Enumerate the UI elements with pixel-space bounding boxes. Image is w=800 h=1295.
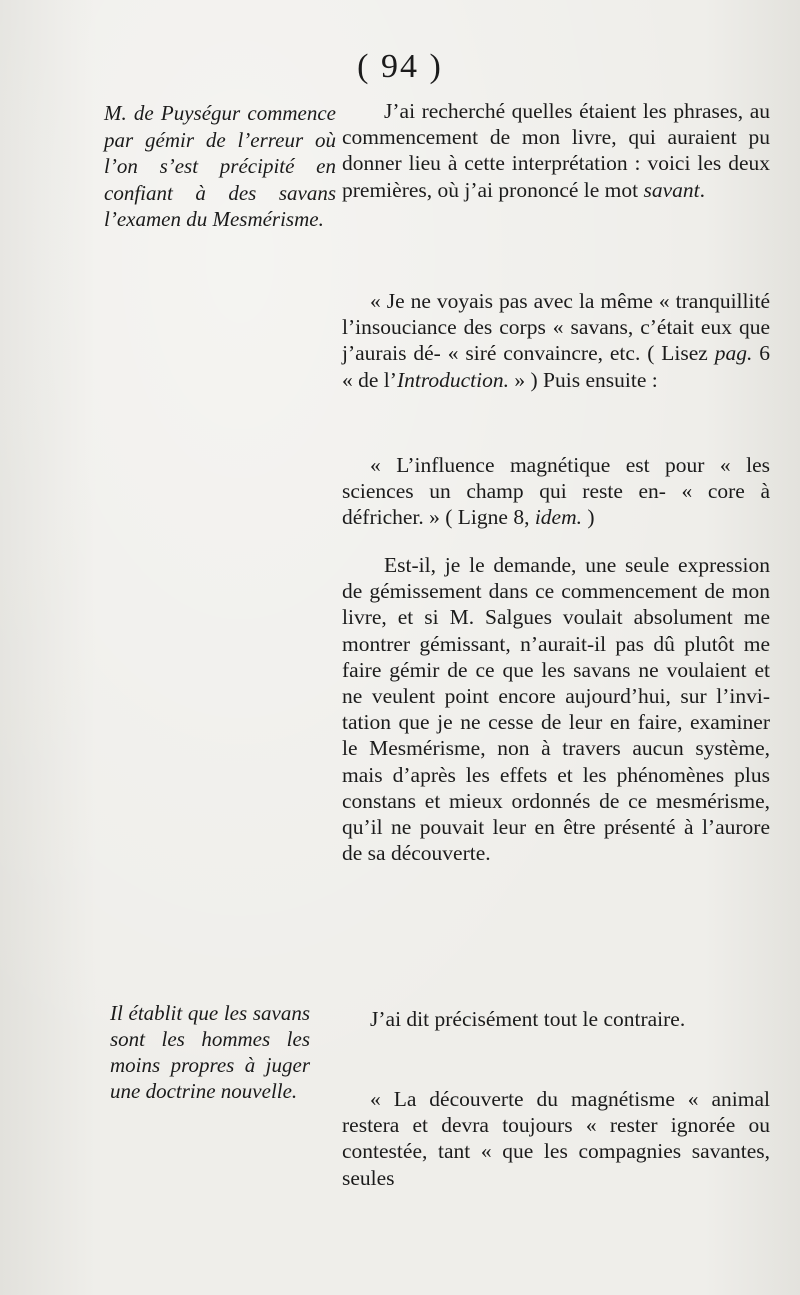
quotation-2-text: « L’influence magnétique est pour « les sciences un champ qui reste en- « core à défricher. » ( Ligne 8, [342,453,770,530]
quotation-3: « La découverte du magnétisme « animal restera et devra toujours « rester ignorée ou contestée, tant « que les compagnies savantes, seules [342,1087,770,1190]
quotation-2-end: ) [582,505,595,530]
quotation-1-introduction: Introduction. [396,367,510,392]
paragraph-1-text: J’ai recherché quelles étaient les phrases, au commencement de mon livre, qui auraient pu donner lieu à cette interprétation : voici les deux premières, où j’ai prononcé le mot [342,99,770,202]
quotation-1-end: » ) Puis ensuite : [509,367,658,392]
quotation-1-mid: 6 « de l’ [342,341,771,392]
margin-note-puysegur: M. de Puységur commence par gémir de l’erreur où l’on s’est précipité en confiant à des savans l’examen du Mesmérisme. [104,101,336,231]
quotation-1-pag: pag. [714,341,753,366]
quotation-2-idem: idem. [534,505,582,530]
quotation-1 [342,288,770,393]
paragraph-1 [342,98,770,203]
margin-note-savans: Il établit que les savans sont les hommes les moins propres à juger une doctrine nouvelle. [110,1001,310,1103]
paragraph-1-italic: savant [643,177,700,202]
quotation-2 [342,452,770,531]
quotation-1-text: « Je ne voyais pas avec la même « tranquillité l’insouciance des corps « savans, c’était eux que j’aurais dé- « siré convaincre, etc. ( Lisez [342,289,770,366]
paragraph-3: J’ai dit précisément tout le contraire. [370,1007,686,1031]
paragraph-1-end: . [699,177,706,202]
page-number: ( 94 ) [357,48,443,85]
paragraph-2: Est-il, je le demande, une seule expression de gémissement dans ce commencement de mon livre, et si M. Salgues voulait absolument me montrer gémissant, n’aurait-il pas dû plutôt me faire gémir de ce que les savans ne voulaient et ne veulent point encore aujourd’hui, sur l’invitation que je ne cesse de leur en faire, examiner le Mesmérisme, non à travers aucun système, mais d’après les effets et les phénomènes plus constans et mieux ordonnés de ce mesmérisme, qu’il ne pouvait leur en être présenté à l’aurore de sa découverte. [342,553,770,866]
